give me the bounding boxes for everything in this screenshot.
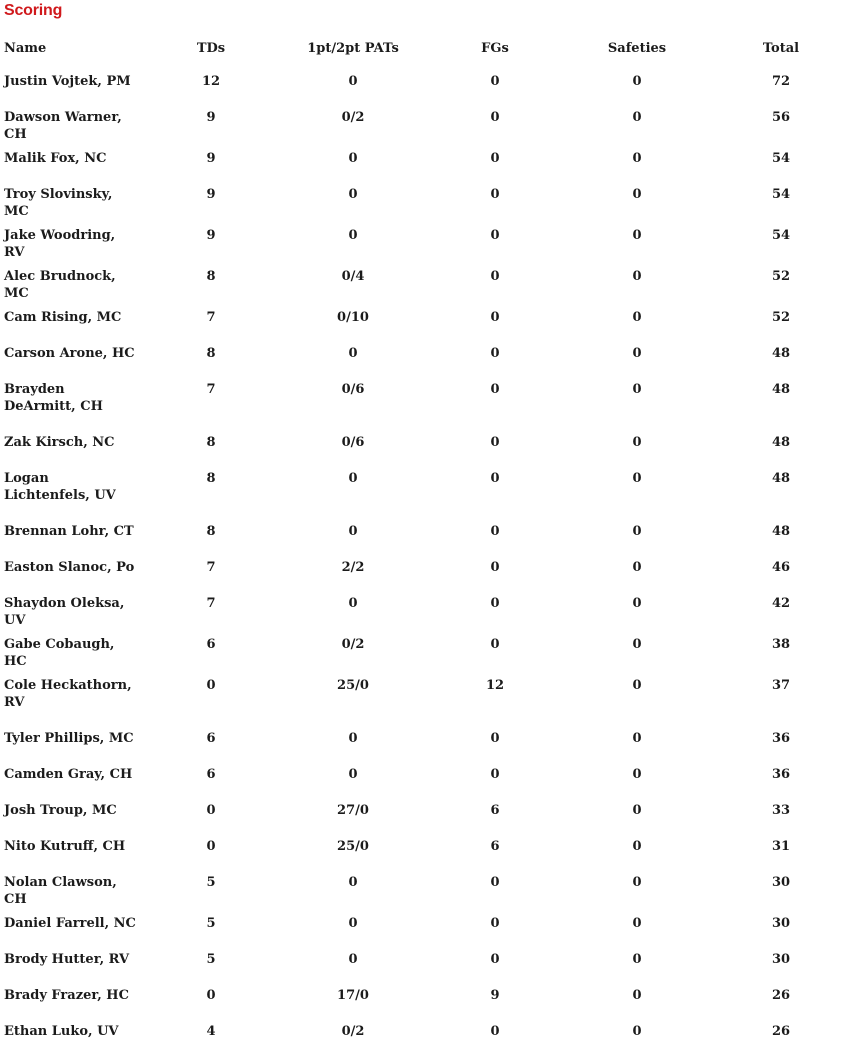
cell-safeties: 0 — [632, 187, 642, 202]
cell-safeties: 0 — [632, 310, 642, 325]
cell-total: 31 — [771, 839, 791, 854]
cell-name: Malik Fox, NC — [4, 151, 107, 166]
cell-safeties: 0 — [632, 382, 642, 397]
cell-safeties: 0 — [632, 110, 642, 125]
table-row — [0, 66, 856, 102]
cell-tds: 0 — [206, 678, 216, 693]
cell-tds: 6 — [206, 731, 216, 746]
cell-total: 26 — [771, 1024, 791, 1039]
cell-pats: 0 — [348, 875, 358, 890]
cell-safeties: 0 — [632, 560, 642, 575]
cell-pats: 0/6 — [341, 435, 365, 450]
cell-total: 52 — [771, 269, 791, 284]
cell-name: Dawson Warner, CH — [4, 110, 122, 142]
cell-fgs: 0 — [490, 524, 500, 539]
cell-fgs: 0 — [490, 560, 500, 575]
cell-total: 26 — [771, 988, 791, 1003]
cell-pats: 0 — [348, 596, 358, 611]
cell-total: 54 — [771, 187, 791, 202]
cell-name: Jake Woodring, RV — [4, 228, 116, 260]
cell-total: 52 — [771, 310, 791, 325]
scoring-table — [0, 30, 856, 1052]
table-row — [0, 552, 856, 588]
cell-total: 36 — [771, 767, 791, 782]
cell-safeties: 0 — [632, 151, 642, 166]
cell-tds: 9 — [206, 151, 216, 166]
cell-pats: 0 — [348, 187, 358, 202]
table-row — [0, 670, 856, 723]
cell-tds: 0 — [206, 839, 216, 854]
cell-fgs: 0 — [490, 228, 500, 243]
cell-tds: 4 — [206, 1024, 216, 1039]
cell-tds: 7 — [206, 382, 216, 397]
cell-safeties: 0 — [632, 228, 642, 243]
cell-tds: 7 — [206, 560, 216, 575]
cell-pats: 0 — [348, 952, 358, 967]
cell-fgs: 0 — [490, 435, 500, 450]
cell-pats: 0/10 — [337, 310, 369, 325]
cell-pats: 0/4 — [341, 269, 365, 284]
cell-fgs: 0 — [490, 110, 500, 125]
cell-safeties: 0 — [632, 803, 642, 818]
cell-safeties: 0 — [632, 952, 642, 967]
cell-total: 30 — [771, 952, 791, 967]
cell-tds: 6 — [206, 637, 216, 652]
cell-total: 48 — [771, 382, 791, 397]
cell-tds: 0 — [206, 988, 216, 1003]
cell-fgs: 0 — [490, 269, 500, 284]
cell-tds: 8 — [206, 471, 216, 486]
table-row — [0, 944, 856, 980]
table-row — [0, 588, 856, 629]
cell-safeties: 0 — [632, 74, 642, 89]
column-header-safeties: Safeties — [607, 41, 667, 56]
cell-total: 36 — [771, 731, 791, 746]
cell-pats: 0/6 — [341, 382, 365, 397]
cell-total: 33 — [771, 803, 791, 818]
cell-safeties: 0 — [632, 596, 642, 611]
column-header-tds: TDs — [196, 41, 226, 56]
table-header-row — [0, 30, 856, 66]
cell-safeties: 0 — [632, 269, 642, 284]
cell-total: 56 — [771, 110, 791, 125]
cell-total: 54 — [771, 151, 791, 166]
cell-safeties: 0 — [632, 524, 642, 539]
cell-fgs: 0 — [490, 952, 500, 967]
cell-total: 46 — [771, 560, 791, 575]
cell-total: 30 — [771, 916, 791, 931]
cell-name: Josh Troup, MC — [4, 803, 117, 818]
cell-fgs: 0 — [490, 346, 500, 361]
cell-fgs: 0 — [490, 382, 500, 397]
cell-pats: 0/2 — [341, 1024, 365, 1039]
cell-pats: 25/0 — [337, 678, 369, 693]
cell-name: Brady Frazer, HC — [4, 988, 129, 1003]
cell-name: Camden Gray, CH — [4, 767, 133, 782]
cell-total: 48 — [771, 346, 791, 361]
cell-name: Justin Vojtek, PM — [4, 74, 131, 89]
cell-name: Nito Kutruff, CH — [4, 839, 126, 854]
table-row — [0, 463, 856, 516]
table-row — [0, 831, 856, 867]
cell-safeties: 0 — [632, 471, 642, 486]
cell-fgs: 0 — [490, 187, 500, 202]
table-row — [0, 795, 856, 831]
cell-tds: 5 — [206, 875, 216, 890]
cell-name: Brayden DeArmitt, CH — [4, 382, 103, 414]
table-row — [0, 516, 856, 552]
column-header-pats: 1pt/2pt PATs — [307, 41, 399, 56]
cell-name: Daniel Farrell, NC — [4, 916, 136, 931]
cell-name: Brody Hutter, RV — [4, 952, 130, 967]
cell-tds: 8 — [206, 269, 216, 284]
cell-tds: 9 — [206, 228, 216, 243]
cell-pats: 0/2 — [341, 110, 365, 125]
table-row — [0, 261, 856, 302]
cell-total: 48 — [771, 471, 791, 486]
cell-fgs: 9 — [490, 988, 500, 1003]
table-row — [0, 102, 856, 143]
cell-total: 42 — [771, 596, 791, 611]
cell-total: 48 — [771, 524, 791, 539]
cell-fgs: 0 — [490, 767, 500, 782]
cell-pats: 0 — [348, 74, 358, 89]
cell-fgs: 0 — [490, 731, 500, 746]
cell-total: 48 — [771, 435, 791, 450]
table-row — [0, 427, 856, 463]
table-body — [0, 66, 856, 1052]
cell-name: Troy Slovinsky, MC — [4, 187, 113, 219]
cell-tds: 9 — [206, 110, 216, 125]
column-header-total: Total — [762, 41, 800, 56]
cell-total: 54 — [771, 228, 791, 243]
cell-name: Ethan Luko, UV — [4, 1024, 119, 1039]
cell-fgs: 0 — [490, 916, 500, 931]
cell-tds: 9 — [206, 187, 216, 202]
cell-name: Zak Kirsch, NC — [4, 435, 115, 450]
table-row — [0, 338, 856, 374]
cell-safeties: 0 — [632, 637, 642, 652]
cell-fgs: 0 — [490, 1024, 500, 1039]
cell-safeties: 0 — [632, 839, 642, 854]
column-header-fgs: FGs — [481, 41, 509, 56]
table-row — [0, 143, 856, 179]
table-row — [0, 302, 856, 338]
cell-pats: 0 — [348, 151, 358, 166]
cell-name: Gabe Cobaugh, HC — [4, 637, 115, 669]
cell-pats: 0 — [348, 731, 358, 746]
cell-safeties: 0 — [632, 767, 642, 782]
cell-pats: 25/0 — [337, 839, 369, 854]
cell-fgs: 12 — [485, 678, 505, 693]
cell-pats: 0 — [348, 916, 358, 931]
cell-fgs: 0 — [490, 637, 500, 652]
cell-name: Cole Heckathorn, RV — [4, 678, 132, 710]
cell-safeties: 0 — [632, 988, 642, 1003]
cell-name: Brennan Lohr, CT — [4, 524, 134, 539]
cell-safeties: 0 — [632, 916, 642, 931]
cell-name: Nolan Clawson, CH — [4, 875, 117, 907]
cell-pats: 0 — [348, 767, 358, 782]
cell-tds: 6 — [206, 767, 216, 782]
table-row — [0, 723, 856, 759]
table-row — [0, 374, 856, 427]
cell-name: Shaydon Oleksa, UV — [4, 596, 125, 628]
column-header-name: Name — [4, 41, 47, 56]
cell-fgs: 0 — [490, 74, 500, 89]
table-row — [0, 908, 856, 944]
cell-pats: 0 — [348, 471, 358, 486]
cell-fgs: 6 — [490, 839, 500, 854]
cell-fgs: 0 — [490, 596, 500, 611]
cell-pats: 0 — [348, 228, 358, 243]
cell-safeties: 0 — [632, 435, 642, 450]
cell-fgs: 6 — [490, 803, 500, 818]
cell-safeties: 0 — [632, 346, 642, 361]
cell-total: 72 — [771, 74, 791, 89]
cell-pats: 2/2 — [341, 560, 365, 575]
table-row — [0, 179, 856, 220]
page-title: Scoring — [4, 2, 63, 19]
cell-name: Easton Slanoc, Po — [4, 560, 135, 575]
cell-tds: 0 — [206, 803, 216, 818]
cell-safeties: 0 — [632, 875, 642, 890]
table-row — [0, 1016, 856, 1052]
cell-tds: 7 — [206, 596, 216, 611]
cell-name: Alec Brudnock, MC — [4, 269, 116, 301]
cell-tds: 5 — [206, 916, 216, 931]
cell-fgs: 0 — [490, 310, 500, 325]
cell-fgs: 0 — [490, 151, 500, 166]
cell-pats: 17/0 — [337, 988, 369, 1003]
cell-name: Carson Arone, HC — [4, 346, 135, 361]
cell-tds: 12 — [201, 74, 221, 89]
cell-safeties: 0 — [632, 678, 642, 693]
cell-safeties: 0 — [632, 731, 642, 746]
cell-tds: 8 — [206, 524, 216, 539]
cell-total: 37 — [771, 678, 791, 693]
cell-pats: 0/2 — [341, 637, 365, 652]
cell-tds: 8 — [206, 435, 216, 450]
table-row — [0, 980, 856, 1016]
table-row — [0, 867, 856, 908]
cell-pats: 27/0 — [337, 803, 369, 818]
cell-name: Logan Lichtenfels, UV — [4, 471, 116, 503]
table-row — [0, 220, 856, 261]
cell-fgs: 0 — [490, 875, 500, 890]
cell-tds: 7 — [206, 310, 216, 325]
cell-name: Cam Rising, MC — [4, 310, 122, 325]
cell-total: 30 — [771, 875, 791, 890]
cell-safeties: 0 — [632, 1024, 642, 1039]
cell-fgs: 0 — [490, 471, 500, 486]
cell-pats: 0 — [348, 346, 358, 361]
cell-pats: 0 — [348, 524, 358, 539]
table-row — [0, 759, 856, 795]
cell-total: 38 — [771, 637, 791, 652]
cell-name: Tyler Phillips, MC — [4, 731, 134, 746]
table-row — [0, 629, 856, 670]
cell-tds: 5 — [206, 952, 216, 967]
cell-tds: 8 — [206, 346, 216, 361]
